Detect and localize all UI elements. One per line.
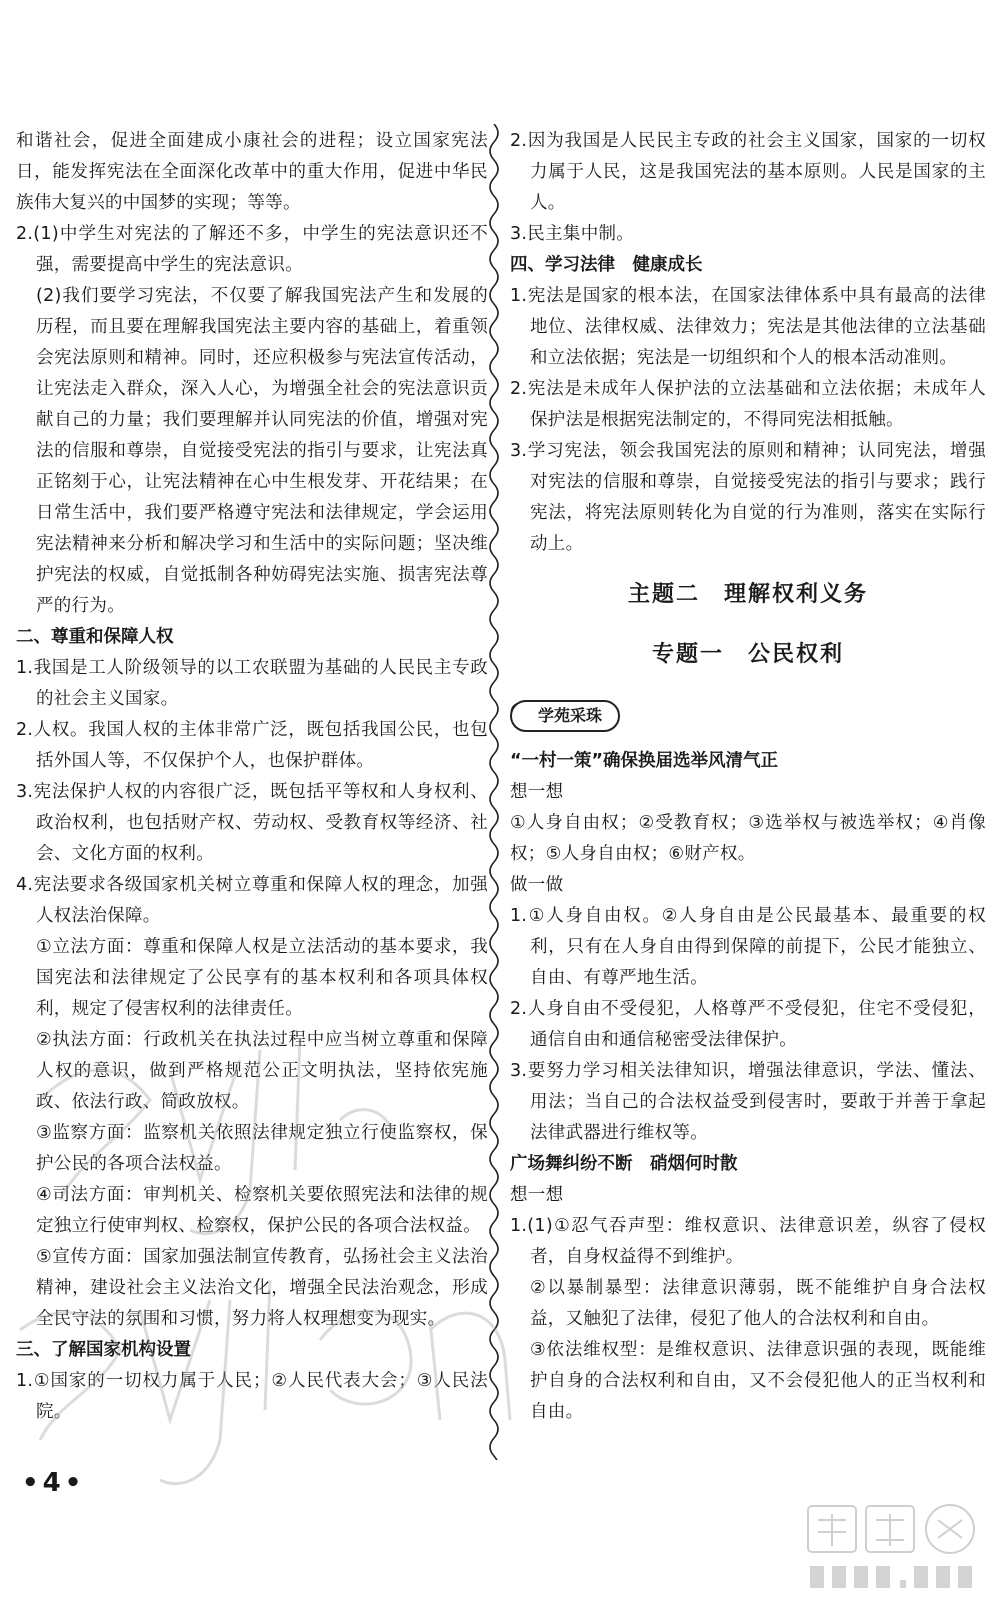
paragraph: ②执法方面：行政机关在执法过程中应当树立尊重和保障人权的意识，做到严格规范公正文明执法，坚持依宪施政、依法行政、简政放权。 bbox=[36, 1030, 488, 1112]
paragraph: 2.因为我国是人民民主专政的社会主义国家，国家的一切权力属于人民，这是我国宪法的基本原则。人民是国家的主人。 bbox=[510, 131, 986, 213]
subheading: 想一想 bbox=[510, 1185, 564, 1205]
paragraph: 3.学习宪法，领会我国宪法的原则和精神；认同宪法，增强对宪法的信服和尊崇，自觉接受宪法的指引与要求；践行宪法，将宪法原则转化为自觉的行为准则，落实在实际行动上。 bbox=[510, 441, 986, 554]
section-badge-row bbox=[510, 696, 986, 740]
watermark-logo-icon bbox=[800, 1500, 990, 1596]
case-title: “一村一策”确保换届选举风清气正 bbox=[510, 751, 779, 771]
paragraph: ③监察方面：监察机关依照法律规定独立行使监察权，保护公民的各项合法权益。 bbox=[36, 1123, 488, 1174]
section-heading: 二、尊重和保障人权 bbox=[16, 627, 174, 647]
paragraph: ②以暴制暴型：法律意识薄弱，既不能维护自身合法权益，又触犯了法律，侵犯了他人的合法权利和自由。 bbox=[530, 1278, 986, 1329]
paragraph: ①立法方面：尊重和保障人权是立法活动的基本要求，我国宪法和法律规定了公民享有的基本权利和各项具体权利，规定了侵害权利的法律责任。 bbox=[36, 937, 488, 1019]
subheading: 做一做 bbox=[510, 875, 564, 895]
left-column bbox=[16, 126, 488, 1428]
paragraph: 4.宪法要求各级国家机关树立尊重和保障人权的理念，加强人权法治保障。 bbox=[16, 875, 488, 926]
section-heading: 四、学习法律 健康成长 bbox=[510, 255, 703, 275]
section-heading: 三、了解国家机构设置 bbox=[16, 1340, 191, 1360]
paragraph: 2.(1)中学生对宪法的了解还不多，中学生的宪法意识还不强，需要提高中学生的宪法意识。 bbox=[16, 224, 488, 275]
wavy-divider bbox=[484, 124, 504, 1460]
topic-title: 主题二 理解权利义务 bbox=[627, 582, 868, 607]
paragraph: 3.民主集中制。 bbox=[510, 224, 635, 244]
paragraph: ④司法方面：审判机关、检察机关要依照宪法和法律的规定独立行使审判权、检察权，保护公民的各项合法权益。 bbox=[36, 1185, 488, 1236]
paragraph: 1.(1)①忍气吞声型：维权意识、法律意识差，纵容了侵权者，自身权益得不到维护。 bbox=[510, 1216, 986, 1267]
paragraph: 和谐社会，促进全面建成小康社会的进程；设立国家宪法日，能发挥宪法在全面深化改革中的重大作用，促进中华民族伟大复兴的中国梦的实现；等等。 bbox=[16, 131, 488, 213]
paragraph: 2.人身自由不受侵犯，人格尊严不受侵犯，住宅不受侵犯，通信自由和通信秘密受法律保护。 bbox=[510, 999, 986, 1050]
section-badge: 学苑采珠 bbox=[510, 700, 620, 732]
paragraph: 3.要努力学习相关法律知识，增强法律意识，学法、懂法、用法；当自己的合法权益受到侵害时，要敢于并善于拿起法律武器进行维权等。 bbox=[510, 1061, 986, 1143]
paragraph: 1.①国家的一切权力属于人民；②人民代表大会；③人民法院。 bbox=[16, 1371, 488, 1422]
paragraph: 3.宪法保护人权的内容很广泛，既包括平等权和人身权利、政治权利，也包括财产权、劳动权、受教育权等经济、社会、文化方面的权利。 bbox=[16, 782, 488, 864]
subheading: 想一想 bbox=[510, 782, 564, 802]
paragraph: ③依法维权型：是维权意识、法律意识强的表现，既能维护自身的合法权利和自由，又不会侵犯他人的正当权利和自由。 bbox=[530, 1340, 986, 1422]
paragraph: ①人身自由权；②受教育权；③选举权与被选举权；④肖像权；⑤人身自由权；⑥财产权。 bbox=[510, 813, 986, 864]
paragraph: ⑤宣传方面：国家加强法制宣传教育，弘扬社会主义法治精神，建设社会主义法治文化，增强全民法治观念，形成全民守法的氛围和习惯，努力将人权理想变为现实。 bbox=[36, 1247, 488, 1329]
paragraph: 2.宪法是未成年人保护法的立法基础和立法依据；未成年人保护法是根据宪法制定的，不得同宪法相抵触。 bbox=[510, 379, 986, 430]
paragraph: 1.①人身自由权。②人身自由是公民最基本、最重要的权利，只有在人身自由得到保障的前提下，公民才能独立、自由、有尊严地生活。 bbox=[510, 906, 986, 988]
case-title: 广场舞纠纷不断 硝烟何时散 bbox=[510, 1154, 738, 1174]
paragraph: (2)我们要学习宪法，不仅要了解我国宪法产生和发展的历程，而且要在理解我国宪法主要内容的基础上，着重领会宪法原则和精神。同时，还应积极参与宪法宣传活动，让宪法走入群众，深入人心，为增强全社会的宪法意识贡献自己的力量；我们要理解并认同宪法的价值，增强对宪法的信服和尊崇，自觉接受宪法的指引与要求，让宪法真正铭刻于心，让宪法精神在心中生根发芽、开花结果；在日常生活中，我们要严格遵守宪法和法律规定，学会运用宪法精神来分析和解决学习和生活中的实际问题；坚决维护宪法的权威，自觉抵制各种妨碍宪法实施、损害宪法尊严的行为。 bbox=[36, 286, 488, 616]
paragraph: 1.宪法是国家的根本法，在国家法律体系中具有最高的法律地位、法律权威、法律效力；宪法是其他法律的立法基础和立法依据；宪法是一切组织和个人的根本活动准则。 bbox=[510, 286, 986, 368]
paragraph: 1.我国是工人阶级领导的以工农联盟为基础的人民民主专政的社会主义国家。 bbox=[16, 658, 488, 709]
right-column bbox=[510, 126, 986, 1428]
paragraph: 2.人权。我国人权的主体非常广泛，既包括我国公民，也包括外国人等，不仅保护个人，也保护群体。 bbox=[16, 720, 488, 771]
page-number: •4• bbox=[22, 1468, 86, 1498]
unit-title: 专题一 公民权利 bbox=[651, 642, 844, 667]
